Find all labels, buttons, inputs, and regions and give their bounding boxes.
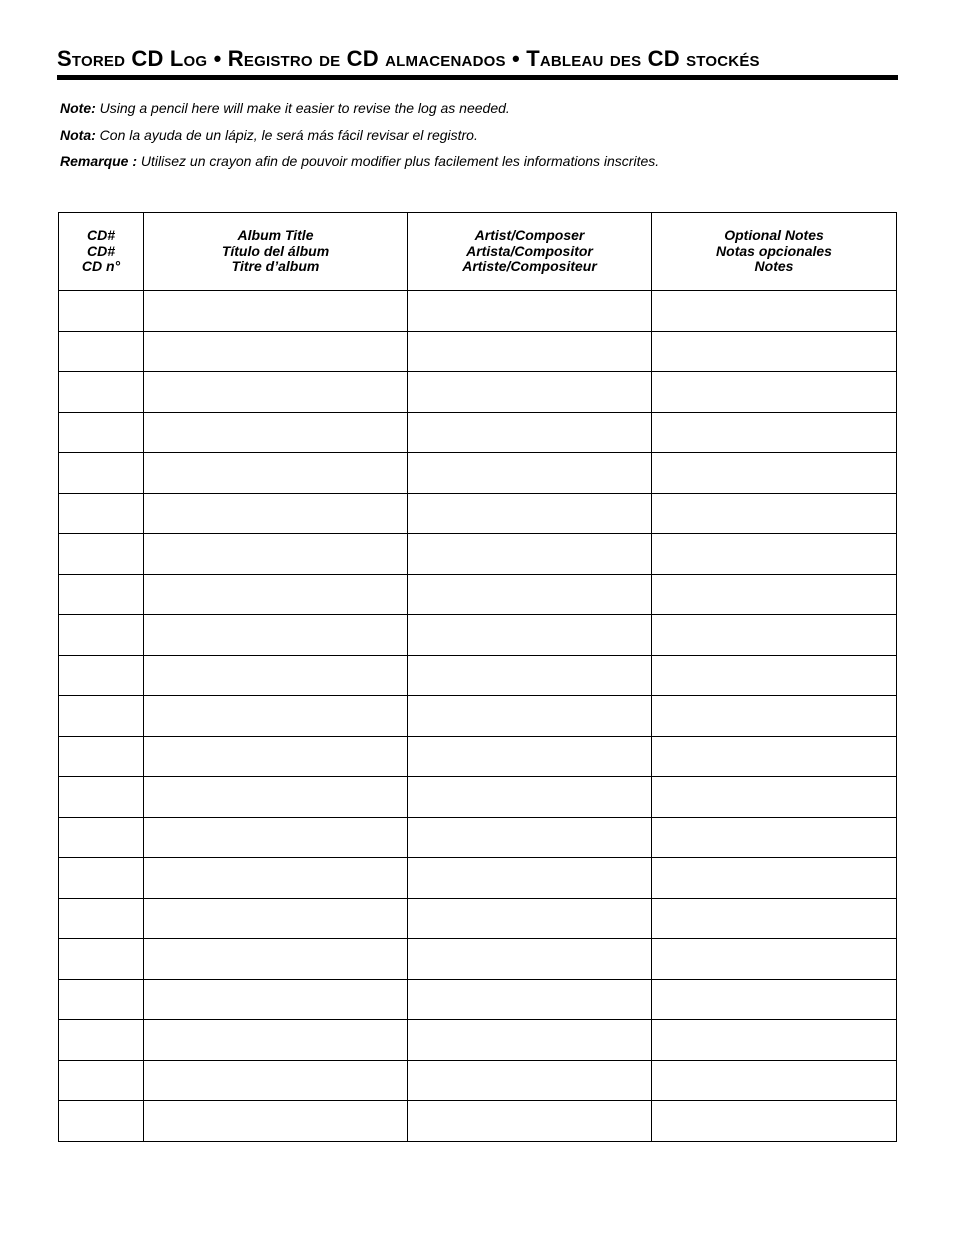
table-row — [59, 1101, 897, 1142]
cd-number-cell — [59, 979, 144, 1020]
album-title-cell — [144, 655, 408, 696]
table-row — [59, 493, 897, 534]
album-title-cell — [144, 1020, 408, 1061]
optional-notes-cell — [652, 655, 897, 696]
album-title-cell — [144, 1060, 408, 1101]
artist-composer-cell — [408, 615, 652, 656]
artist-composer-cell — [408, 1101, 652, 1142]
header-line: Album Title — [237, 227, 314, 244]
artist-composer-cell — [408, 979, 652, 1020]
optional-notes-cell — [652, 453, 897, 494]
note-french — [60, 152, 900, 179]
artist-composer-cell — [408, 1060, 652, 1101]
table-row — [59, 736, 897, 777]
note-text: Con la ayuda de un lápiz, le será más fácil revisar el registro. — [99, 126, 478, 143]
header-line: CD n° — [81, 258, 121, 275]
album-title-cell — [144, 979, 408, 1020]
optional-notes-cell — [652, 736, 897, 777]
cd-number-cell — [59, 1060, 144, 1101]
album-title-cell — [144, 615, 408, 656]
artist-composer-cell — [408, 858, 652, 899]
note-english — [60, 99, 900, 126]
table-row — [59, 939, 897, 980]
artist-composer-cell — [408, 1020, 652, 1061]
optional-notes-cell — [652, 615, 897, 656]
note-text: Using a pencil here will make it easier to revise the log as needed. — [99, 100, 510, 116]
optional-notes-cell — [652, 696, 897, 737]
table-row — [59, 655, 897, 696]
note-text: Utilisez un crayon afin de pouvoir modifier plus facilement les informations inscrites. — [140, 153, 660, 169]
album-title-cell — [144, 1101, 408, 1142]
header-line: CD# — [86, 227, 115, 244]
artist-composer-cell — [408, 331, 652, 372]
album-title-cell — [144, 858, 408, 899]
album-title-cell — [144, 777, 408, 818]
table-header-row — [59, 213, 897, 291]
optional-notes-cell — [652, 291, 897, 332]
optional-notes-cell — [652, 1101, 897, 1142]
optional-notes-cell — [652, 939, 897, 980]
table-row — [59, 858, 897, 899]
cd-number-cell — [59, 493, 144, 534]
album-title-cell — [144, 493, 408, 534]
cd-number-cell — [59, 291, 144, 332]
table-row — [59, 534, 897, 575]
header-line: Optional Notes — [724, 227, 824, 244]
table-row — [59, 615, 897, 656]
optional-notes-cell — [652, 412, 897, 453]
note-spanish — [60, 126, 900, 153]
album-title-cell — [144, 736, 408, 777]
table-row — [59, 412, 897, 453]
column-header-cd-number — [59, 213, 144, 291]
artist-composer-cell — [408, 493, 652, 534]
note-label: Nota: — [60, 126, 96, 143]
cd-number-cell — [59, 615, 144, 656]
album-title-cell — [144, 291, 408, 332]
header-line: Artist/Composer — [474, 227, 585, 244]
artist-composer-cell — [408, 655, 652, 696]
optional-notes-cell — [652, 534, 897, 575]
cd-number-cell — [59, 858, 144, 899]
header-line: CD# — [86, 242, 115, 259]
artist-composer-cell — [408, 898, 652, 939]
cd-number-cell — [59, 696, 144, 737]
optional-notes-cell — [652, 493, 897, 534]
cd-number-cell — [59, 372, 144, 413]
artist-composer-cell — [408, 696, 652, 737]
artist-composer-cell — [408, 291, 652, 332]
table-row — [59, 453, 897, 494]
optional-notes-cell — [652, 858, 897, 899]
table-row — [59, 777, 897, 818]
album-title-cell — [144, 534, 408, 575]
page-title: Stored CD Log • Registro de CD almacenados • Tableau des CD stockés — [57, 46, 760, 71]
column-header-artist-composer — [408, 213, 652, 291]
table-row — [59, 979, 897, 1020]
artist-composer-cell — [408, 777, 652, 818]
album-title-cell — [144, 412, 408, 453]
artist-composer-cell — [408, 817, 652, 858]
log-body — [59, 291, 897, 1142]
table-row — [59, 696, 897, 737]
artist-composer-cell — [408, 574, 652, 615]
header-line: Titre d’album — [231, 258, 320, 275]
cd-number-cell — [59, 574, 144, 615]
album-title-cell — [144, 331, 408, 372]
artist-composer-cell — [408, 453, 652, 494]
artist-composer-cell — [408, 736, 652, 777]
cd-number-cell — [59, 655, 144, 696]
table-row — [59, 291, 897, 332]
album-title-cell — [144, 372, 408, 413]
note-label: Note: — [60, 100, 96, 116]
cd-number-cell — [59, 817, 144, 858]
header-line: Artista/Compositor — [466, 242, 593, 259]
optional-notes-cell — [652, 817, 897, 858]
optional-notes-cell — [652, 898, 897, 939]
album-title-cell — [144, 939, 408, 980]
artist-composer-cell — [408, 412, 652, 453]
cd-number-cell — [59, 898, 144, 939]
cd-number-cell — [59, 939, 144, 980]
table-row — [59, 372, 897, 413]
title-rule — [57, 75, 898, 80]
album-title-cell — [144, 574, 408, 615]
optional-notes-cell — [652, 1060, 897, 1101]
table-row — [59, 331, 897, 372]
album-title-cell — [144, 817, 408, 858]
artist-composer-cell — [408, 939, 652, 980]
cd-number-cell — [59, 1020, 144, 1061]
table-row — [59, 1020, 897, 1061]
header-line: Notas opcionales — [716, 242, 832, 259]
table-row — [59, 817, 897, 858]
notes-section — [60, 99, 900, 179]
cd-number-cell — [59, 1101, 144, 1142]
column-header-album-title — [144, 213, 408, 291]
optional-notes-cell — [652, 777, 897, 818]
cd-number-cell — [59, 736, 144, 777]
album-title-cell — [144, 898, 408, 939]
header-line: Artiste/Compositeur — [462, 258, 597, 275]
cd-number-cell — [59, 331, 144, 372]
table-row — [59, 574, 897, 615]
note-label: Remarque : — [60, 153, 138, 169]
table-row — [59, 1060, 897, 1101]
cd-number-cell — [59, 534, 144, 575]
album-title-cell — [144, 453, 408, 494]
table-row — [59, 898, 897, 939]
cd-number-cell — [59, 453, 144, 494]
album-title-cell — [144, 696, 408, 737]
optional-notes-cell — [652, 1020, 897, 1061]
header-line: Notes — [754, 258, 794, 275]
column-header-optional-notes — [652, 213, 897, 291]
cd-number-cell — [59, 412, 144, 453]
optional-notes-cell — [652, 979, 897, 1020]
artist-composer-cell — [408, 534, 652, 575]
cd-number-cell — [59, 777, 144, 818]
optional-notes-cell — [652, 372, 897, 413]
optional-notes-cell — [652, 331, 897, 372]
cd-log-table — [58, 212, 897, 1142]
artist-composer-cell — [408, 372, 652, 413]
header-line: Título del álbum — [221, 242, 330, 259]
optional-notes-cell — [652, 574, 897, 615]
